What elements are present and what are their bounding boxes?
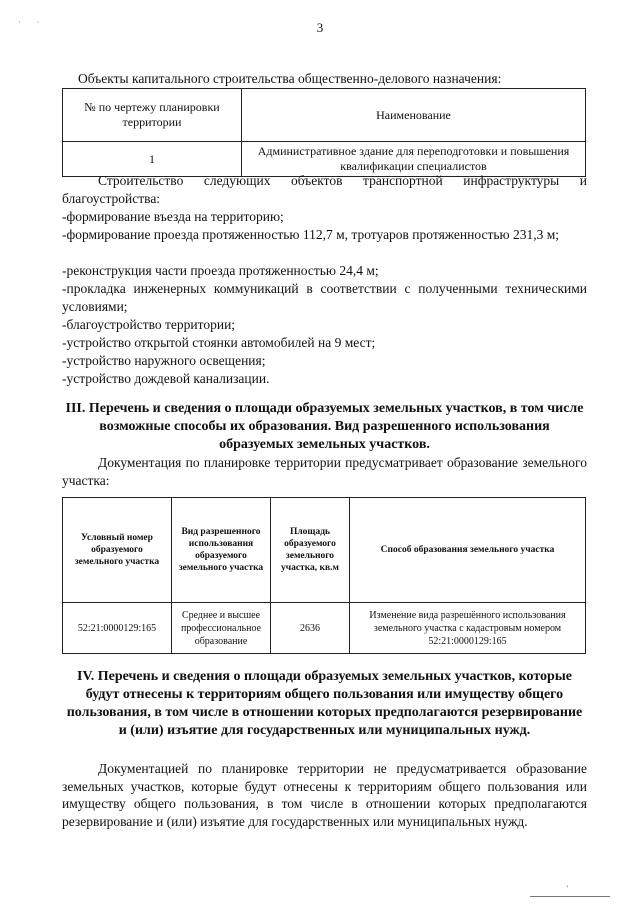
table-cell: Среднее и высшее профессиональное образование	[172, 603, 271, 654]
construction-item: -благоустройство территории;	[62, 317, 236, 332]
table-header-cell: Способ образования земельного участка	[350, 498, 586, 603]
objects-table	[62, 88, 586, 177]
table-header-row	[63, 498, 586, 603]
construction-item: -устройство дождевой канализации.	[62, 371, 270, 386]
table-cell: 1	[63, 142, 242, 177]
intro-caption: Объекты капитального строительства общественно-делового назначения:	[78, 71, 502, 86]
table-row	[63, 603, 586, 654]
section-4-heading: IV. Перечень и сведения о площади образуемых земельных участков, которые будут отнесены к территориям общего пользования или имуществу общего пользования, в том числе в отношении которых предполагаются резервирование и (или) изъятие для государственных или муниципальных нужд.	[66, 669, 583, 738]
table-header-cell: Наименование	[242, 89, 586, 142]
page-number: 3	[316, 20, 324, 35]
table-header-cell: Площадь образуемого земельного участка, кв.м	[271, 498, 350, 603]
construction-item: -устройство наружного освещения;	[62, 353, 266, 368]
table-header-cell: Условный номер образуемого земельного участка	[63, 498, 172, 603]
bottom-rule	[530, 896, 610, 897]
table-cell: Административное здание для переподготовки и повышения квалификации специалистов	[242, 142, 586, 177]
construction-item: -устройство открытой стоянки автомобилей на 9 мест;	[62, 335, 376, 350]
scan-mark: '	[566, 884, 568, 893]
construction-item: -формирование проезда протяженностью 112,7 м, тротуаров протяженностью 231,3 м;	[62, 227, 560, 242]
construction-item: -прокладка инженерных коммуникаций в соответствии с полученными техническими условиями;	[62, 281, 587, 314]
construction-item: -формирование въезда на территорию;	[62, 209, 284, 224]
section-4-text: Документацией по планировке территории не предусматривается образование земельных участков, которые будут отнесены к территориям общего пользования или имуществу общего пользования, в том числе в отношении которых предполагаются резервирование и (или) изъятие для государственных или муниципальных нужд.	[62, 761, 587, 829]
table-header-cell: Вид разрешенного использования образуемого земельного участка	[172, 498, 271, 603]
table-header-cell: № по чертежу планировки территории	[63, 89, 242, 142]
table-header-row	[63, 89, 586, 142]
table-cell: Изменение вида разрешённого использования земельного участка с кадастровым номером 52:21:0000129:165	[350, 603, 586, 654]
construction-intro: Строительство следующих объектов транспортной инфраструктуры и благоустройства:	[62, 173, 587, 206]
section-3-text: Документация по планировке территории предусматривает образование земельного участка:	[62, 455, 587, 488]
construction-item: -реконструкция части проезда протяженностью 24,4 м;	[62, 263, 379, 278]
section-3-heading: III. Перечень и сведения о площади образуемых земельных участков, в том числе возможные способы их образования. Вид разрешенного использования образуемых земельных участков.	[65, 401, 584, 452]
table-cell: 2636	[271, 603, 350, 654]
land-plot-table	[62, 497, 586, 654]
table-cell: 52:21:0000129:165	[63, 603, 172, 654]
scan-specks: · ·	[18, 18, 40, 27]
